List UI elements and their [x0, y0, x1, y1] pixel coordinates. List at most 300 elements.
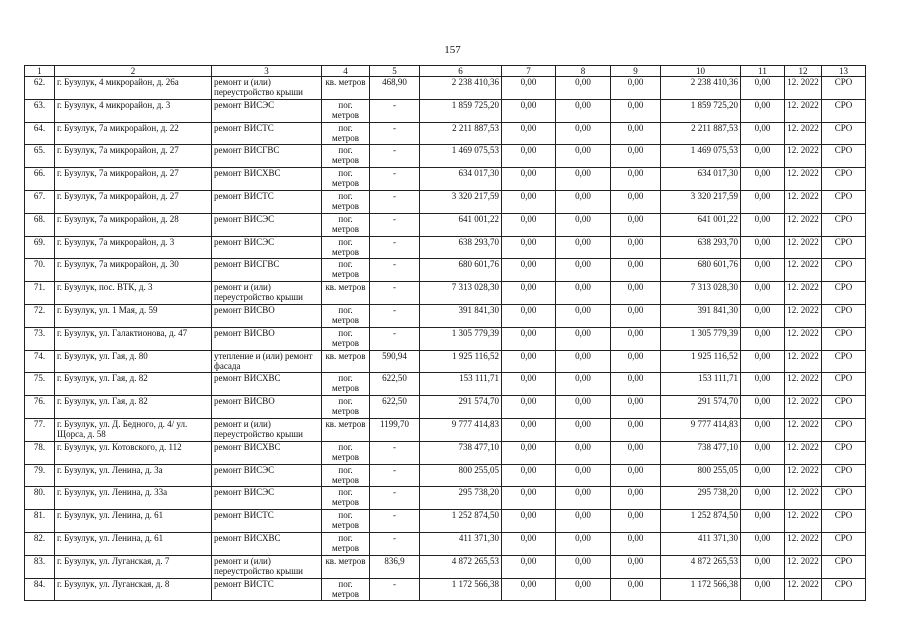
work-type-cell: ремонт и (или) переустройство крыши — [212, 282, 322, 305]
unit-cell: пог. метров — [322, 487, 370, 510]
cost-cell-10: 1 925 116,52 — [661, 350, 741, 373]
unit-cell: пог. метров — [322, 373, 370, 396]
cost-cell-8: 0,00 — [556, 555, 611, 578]
method-cell: СРО — [822, 327, 866, 350]
cost-cell-8: 0,00 — [556, 441, 611, 464]
table-row — [25, 77, 866, 100]
cost-cell-9: 0,00 — [611, 487, 661, 510]
table-row — [25, 190, 866, 213]
method-cell: СРО — [822, 373, 866, 396]
column-header: 3 — [212, 66, 322, 77]
cost-cell-11: 0,00 — [741, 510, 785, 533]
total-cost-cell: 1 925 116,52 — [420, 350, 502, 373]
total-cost-cell: 738 477,10 — [420, 441, 502, 464]
table-row — [25, 122, 866, 145]
work-type-cell: ремонт ВИСХВС — [212, 532, 322, 555]
table-row — [25, 145, 866, 168]
cost-cell-11: 0,00 — [741, 578, 785, 601]
cost-cell-8: 0,00 — [556, 190, 611, 213]
row-number: 83. — [25, 555, 55, 578]
address-cell: г. Бузулук, ул. Ленина, д. 3а — [55, 464, 212, 487]
table-row — [25, 487, 866, 510]
deadline-cell: 12. 2022 — [785, 259, 822, 282]
cost-cell-9: 0,00 — [611, 578, 661, 601]
cost-cell-8: 0,00 — [556, 373, 611, 396]
unit-cell: кв. метров — [322, 282, 370, 305]
volume-cell: - — [370, 145, 420, 168]
total-cost-cell: 291 574,70 — [420, 396, 502, 419]
column-header: 6 — [420, 66, 502, 77]
cost-cell-10: 295 738,20 — [661, 487, 741, 510]
address-cell: г. Бузулук, ул. Галактионова, д. 47 — [55, 327, 212, 350]
cost-cell-9: 0,00 — [611, 532, 661, 555]
cost-cell-10: 1 859 725,20 — [661, 99, 741, 122]
method-cell: СРО — [822, 99, 866, 122]
cost-cell-7: 0,00 — [502, 304, 556, 327]
unit-cell: пог. метров — [322, 510, 370, 533]
total-cost-cell: 9 777 414,83 — [420, 418, 502, 441]
address-cell: г. Бузулук, 7а микрорайон, д. 30 — [55, 259, 212, 282]
volume-cell: 836,9 — [370, 555, 420, 578]
cost-cell-10: 1 305 779,39 — [661, 327, 741, 350]
work-type-cell: ремонт ВИСЭС — [212, 236, 322, 259]
cost-cell-9: 0,00 — [611, 304, 661, 327]
work-type-cell: ремонт ВИСЭС — [212, 464, 322, 487]
volume-cell: - — [370, 99, 420, 122]
cost-cell-10: 680 601,76 — [661, 259, 741, 282]
cost-cell-8: 0,00 — [556, 168, 611, 191]
cost-cell-7: 0,00 — [502, 99, 556, 122]
cost-cell-8: 0,00 — [556, 99, 611, 122]
volume-cell: - — [370, 122, 420, 145]
cost-cell-7: 0,00 — [502, 77, 556, 100]
cost-cell-11: 0,00 — [741, 168, 785, 191]
method-cell: СРО — [822, 168, 866, 191]
method-cell: СРО — [822, 213, 866, 236]
work-type-cell: утепление и (или) ремонт фасада — [212, 350, 322, 373]
volume-cell: - — [370, 327, 420, 350]
volume-cell: - — [370, 259, 420, 282]
method-cell: СРО — [822, 77, 866, 100]
volume-cell: 468,90 — [370, 77, 420, 100]
deadline-cell: 12. 2022 — [785, 168, 822, 191]
cost-cell-11: 0,00 — [741, 327, 785, 350]
row-number: 84. — [25, 578, 55, 601]
deadline-cell: 12. 2022 — [785, 510, 822, 533]
total-cost-cell: 1 305 779,39 — [420, 327, 502, 350]
unit-cell: пог. метров — [322, 259, 370, 282]
address-cell: г. Бузулук, 4 микрорайон, д. 26а — [55, 77, 212, 100]
row-number: 75. — [25, 373, 55, 396]
row-number: 71. — [25, 282, 55, 305]
cost-cell-11: 0,00 — [741, 532, 785, 555]
unit-cell: кв. метров — [322, 418, 370, 441]
total-cost-cell: 2 238 410,36 — [420, 77, 502, 100]
row-number: 79. — [25, 464, 55, 487]
deadline-cell: 12. 2022 — [785, 99, 822, 122]
method-cell: СРО — [822, 464, 866, 487]
cost-cell-10: 738 477,10 — [661, 441, 741, 464]
table-row — [25, 282, 866, 305]
work-type-cell: ремонт ВИСГВС — [212, 259, 322, 282]
row-number: 66. — [25, 168, 55, 191]
cost-cell-11: 0,00 — [741, 213, 785, 236]
work-type-cell: ремонт и (или) переустройство крыши — [212, 555, 322, 578]
cost-cell-7: 0,00 — [502, 441, 556, 464]
table-row — [25, 510, 866, 533]
cost-cell-10: 153 111,71 — [661, 373, 741, 396]
volume-cell: - — [370, 464, 420, 487]
table-row — [25, 578, 866, 601]
deadline-cell: 12. 2022 — [785, 555, 822, 578]
volume-cell: - — [370, 168, 420, 191]
row-number: 63. — [25, 99, 55, 122]
deadline-cell: 12. 2022 — [785, 578, 822, 601]
address-cell: г. Бузулук, ул. Гая, д. 82 — [55, 396, 212, 419]
deadline-cell: 12. 2022 — [785, 464, 822, 487]
address-cell: г. Бузулук, ул. Д. Бедного, д. 4/ ул. Щорса, д. 58 — [55, 418, 212, 441]
cost-cell-10: 1 172 566,38 — [661, 578, 741, 601]
total-cost-cell: 295 738,20 — [420, 487, 502, 510]
row-number: 74. — [25, 350, 55, 373]
table-row — [25, 464, 866, 487]
deadline-cell: 12. 2022 — [785, 327, 822, 350]
cost-cell-10: 2 238 410,36 — [661, 77, 741, 100]
deadline-cell: 12. 2022 — [785, 145, 822, 168]
unit-cell: пог. метров — [322, 99, 370, 122]
volume-cell: - — [370, 487, 420, 510]
column-header: 2 — [55, 66, 212, 77]
cost-cell-10: 3 320 217,59 — [661, 190, 741, 213]
total-cost-cell: 1 859 725,20 — [420, 99, 502, 122]
row-number: 62. — [25, 77, 55, 100]
total-cost-cell: 4 872 265,53 — [420, 555, 502, 578]
unit-cell: пог. метров — [322, 578, 370, 601]
cost-cell-11: 0,00 — [741, 350, 785, 373]
volume-cell: - — [370, 213, 420, 236]
cost-cell-7: 0,00 — [502, 259, 556, 282]
cost-cell-11: 0,00 — [741, 99, 785, 122]
total-cost-cell: 638 293,70 — [420, 236, 502, 259]
row-number: 70. — [25, 259, 55, 282]
work-type-cell: ремонт ВИСТС — [212, 510, 322, 533]
method-cell: СРО — [822, 145, 866, 168]
cost-cell-7: 0,00 — [502, 213, 556, 236]
work-type-cell: ремонт ВИСТС — [212, 190, 322, 213]
work-type-cell: ремонт ВИСЭС — [212, 213, 322, 236]
page-number: 157 — [444, 44, 461, 56]
row-number: 72. — [25, 304, 55, 327]
cost-cell-7: 0,00 — [502, 532, 556, 555]
deadline-cell: 12. 2022 — [785, 396, 822, 419]
row-number: 68. — [25, 213, 55, 236]
table-row — [25, 555, 866, 578]
cost-cell-10: 641 001,22 — [661, 213, 741, 236]
deadline-cell: 12. 2022 — [785, 236, 822, 259]
cost-cell-11: 0,00 — [741, 190, 785, 213]
address-cell: г. Бузулук, ул. Ленина, д. 61 — [55, 532, 212, 555]
address-cell: г. Бузулук, 7а микрорайон, д. 27 — [55, 145, 212, 168]
table-row — [25, 259, 866, 282]
address-cell: г. Бузулук, 7а микрорайон, д. 27 — [55, 190, 212, 213]
cost-cell-11: 0,00 — [741, 304, 785, 327]
total-cost-cell: 641 001,22 — [420, 213, 502, 236]
total-cost-cell: 1 252 874,50 — [420, 510, 502, 533]
work-type-cell: ремонт и (или) переустройство крыши — [212, 77, 322, 100]
cost-cell-10: 9 777 414,83 — [661, 418, 741, 441]
cost-cell-8: 0,00 — [556, 510, 611, 533]
column-header: 12 — [785, 66, 822, 77]
work-type-cell: ремонт ВИСТС — [212, 122, 322, 145]
cost-cell-9: 0,00 — [611, 122, 661, 145]
cost-cell-8: 0,00 — [556, 578, 611, 601]
work-type-cell: ремонт ВИСХВС — [212, 441, 322, 464]
cost-cell-7: 0,00 — [502, 122, 556, 145]
cost-cell-11: 0,00 — [741, 396, 785, 419]
cost-cell-8: 0,00 — [556, 77, 611, 100]
cost-cell-11: 0,00 — [741, 122, 785, 145]
volume-cell: 622,50 — [370, 396, 420, 419]
deadline-cell: 12. 2022 — [785, 304, 822, 327]
address-cell: г. Бузулук, пос. ВТК, д. 3 — [55, 282, 212, 305]
table-row — [25, 213, 866, 236]
cost-cell-9: 0,00 — [611, 373, 661, 396]
cost-cell-8: 0,00 — [556, 464, 611, 487]
cost-cell-9: 0,00 — [611, 99, 661, 122]
address-cell: г. Бузулук, 7а микрорайон, д. 3 — [55, 236, 212, 259]
table-row — [25, 373, 866, 396]
cost-cell-7: 0,00 — [502, 190, 556, 213]
table-row — [25, 168, 866, 191]
method-cell: СРО — [822, 578, 866, 601]
method-cell: СРО — [822, 282, 866, 305]
cost-cell-9: 0,00 — [611, 236, 661, 259]
work-type-cell: ремонт ВИСХВС — [212, 168, 322, 191]
cost-cell-7: 0,00 — [502, 282, 556, 305]
cost-cell-9: 0,00 — [611, 327, 661, 350]
table-body — [25, 77, 866, 601]
cost-cell-11: 0,00 — [741, 464, 785, 487]
unit-cell: кв. метров — [322, 555, 370, 578]
cost-cell-10: 291 574,70 — [661, 396, 741, 419]
volume-cell: - — [370, 532, 420, 555]
cost-cell-8: 0,00 — [556, 532, 611, 555]
cost-cell-7: 0,00 — [502, 510, 556, 533]
method-cell: СРО — [822, 304, 866, 327]
row-number: 77. — [25, 418, 55, 441]
cost-cell-9: 0,00 — [611, 350, 661, 373]
cost-cell-9: 0,00 — [611, 168, 661, 191]
row-number: 64. — [25, 122, 55, 145]
volume-cell: 622,50 — [370, 373, 420, 396]
work-type-cell: ремонт ВИСХВС — [212, 373, 322, 396]
cost-cell-11: 0,00 — [741, 555, 785, 578]
row-number: 82. — [25, 532, 55, 555]
cost-cell-11: 0,00 — [741, 145, 785, 168]
cost-cell-10: 391 841,30 — [661, 304, 741, 327]
cost-cell-10: 4 872 265,53 — [661, 555, 741, 578]
total-cost-cell: 634 017,30 — [420, 168, 502, 191]
method-cell: СРО — [822, 510, 866, 533]
total-cost-cell: 3 320 217,59 — [420, 190, 502, 213]
cost-cell-10: 634 017,30 — [661, 168, 741, 191]
cost-cell-7: 0,00 — [502, 555, 556, 578]
row-number: 78. — [25, 441, 55, 464]
total-cost-cell: 1 469 075,53 — [420, 145, 502, 168]
cost-cell-11: 0,00 — [741, 236, 785, 259]
cost-cell-8: 0,00 — [556, 487, 611, 510]
repair-plan-table — [24, 65, 866, 601]
cost-cell-10: 800 255,05 — [661, 464, 741, 487]
method-cell: СРО — [822, 236, 866, 259]
column-header: 11 — [741, 66, 785, 77]
volume-cell: - — [370, 282, 420, 305]
row-number: 76. — [25, 396, 55, 419]
column-header: 8 — [556, 66, 611, 77]
method-cell: СРО — [822, 487, 866, 510]
cost-cell-10: 638 293,70 — [661, 236, 741, 259]
table-row — [25, 396, 866, 419]
cost-cell-8: 0,00 — [556, 259, 611, 282]
deadline-cell: 12. 2022 — [785, 190, 822, 213]
table-row — [25, 99, 866, 122]
method-cell: СРО — [822, 122, 866, 145]
cost-cell-8: 0,00 — [556, 304, 611, 327]
unit-cell: пог. метров — [322, 213, 370, 236]
deadline-cell: 12. 2022 — [785, 350, 822, 373]
address-cell: г. Бузулук, ул. Котовского, д. 112 — [55, 441, 212, 464]
column-header: 7 — [502, 66, 556, 77]
work-type-cell: ремонт ВИСВО — [212, 327, 322, 350]
cost-cell-11: 0,00 — [741, 373, 785, 396]
deadline-cell: 12. 2022 — [785, 532, 822, 555]
cost-cell-7: 0,00 — [502, 373, 556, 396]
method-cell: СРО — [822, 259, 866, 282]
unit-cell: пог. метров — [322, 327, 370, 350]
deadline-cell: 12. 2022 — [785, 373, 822, 396]
row-number: 81. — [25, 510, 55, 533]
cost-cell-11: 0,00 — [741, 77, 785, 100]
unit-cell: кв. метров — [322, 350, 370, 373]
cost-cell-10: 1 252 874,50 — [661, 510, 741, 533]
table-row — [25, 532, 866, 555]
cost-cell-7: 0,00 — [502, 418, 556, 441]
cost-cell-9: 0,00 — [611, 77, 661, 100]
column-header: 1 — [25, 66, 55, 77]
method-cell: СРО — [822, 418, 866, 441]
method-cell: СРО — [822, 190, 866, 213]
unit-cell: пог. метров — [322, 145, 370, 168]
column-header: 10 — [661, 66, 741, 77]
column-header: 5 — [370, 66, 420, 77]
unit-cell: пог. метров — [322, 304, 370, 327]
total-cost-cell: 2 211 887,53 — [420, 122, 502, 145]
cost-cell-11: 0,00 — [741, 487, 785, 510]
cost-cell-8: 0,00 — [556, 122, 611, 145]
address-cell: г. Бузулук, ул. Гая, д. 82 — [55, 373, 212, 396]
cost-cell-7: 0,00 — [502, 464, 556, 487]
work-type-cell: ремонт и (или) переустройство крыши — [212, 418, 322, 441]
volume-cell: - — [370, 578, 420, 601]
table-row — [25, 441, 866, 464]
method-cell: СРО — [822, 441, 866, 464]
cost-cell-8: 0,00 — [556, 327, 611, 350]
cost-cell-9: 0,00 — [611, 441, 661, 464]
deadline-cell: 12. 2022 — [785, 282, 822, 305]
table-row — [25, 350, 866, 373]
cost-cell-10: 1 469 075,53 — [661, 145, 741, 168]
cost-cell-7: 0,00 — [502, 578, 556, 601]
work-type-cell: ремонт ВИСГВС — [212, 145, 322, 168]
cost-cell-10: 7 313 028,30 — [661, 282, 741, 305]
cost-cell-10: 2 211 887,53 — [661, 122, 741, 145]
volume-cell: - — [370, 236, 420, 259]
method-cell: СРО — [822, 555, 866, 578]
unit-cell: пог. метров — [322, 464, 370, 487]
unit-cell: пог. метров — [322, 190, 370, 213]
total-cost-cell: 411 371,30 — [420, 532, 502, 555]
volume-cell: 590,94 — [370, 350, 420, 373]
total-cost-cell: 7 313 028,30 — [420, 282, 502, 305]
cost-cell-11: 0,00 — [741, 441, 785, 464]
column-header: 13 — [822, 66, 866, 77]
cost-cell-8: 0,00 — [556, 350, 611, 373]
row-number: 80. — [25, 487, 55, 510]
row-number: 67. — [25, 190, 55, 213]
cost-cell-7: 0,00 — [502, 168, 556, 191]
cost-cell-8: 0,00 — [556, 145, 611, 168]
work-type-cell: ремонт ВИСТС — [212, 578, 322, 601]
column-number-row — [25, 66, 866, 77]
cost-cell-7: 0,00 — [502, 145, 556, 168]
volume-cell: - — [370, 441, 420, 464]
cost-cell-9: 0,00 — [611, 213, 661, 236]
address-cell: г. Бузулук, ул. 1 Мая, д. 59 — [55, 304, 212, 327]
volume-cell: 1199,70 — [370, 418, 420, 441]
work-type-cell: ремонт ВИСЭС — [212, 487, 322, 510]
work-type-cell: ремонт ВИСВО — [212, 396, 322, 419]
cost-cell-8: 0,00 — [556, 396, 611, 419]
work-type-cell: ремонт ВИСЭС — [212, 99, 322, 122]
cost-cell-7: 0,00 — [502, 487, 556, 510]
total-cost-cell: 680 601,76 — [420, 259, 502, 282]
deadline-cell: 12. 2022 — [785, 77, 822, 100]
column-header: 9 — [611, 66, 661, 77]
unit-cell: пог. метров — [322, 396, 370, 419]
row-number: 65. — [25, 145, 55, 168]
total-cost-cell: 391 841,30 — [420, 304, 502, 327]
cost-cell-10: 411 371,30 — [661, 532, 741, 555]
total-cost-cell: 800 255,05 — [420, 464, 502, 487]
deadline-cell: 12. 2022 — [785, 441, 822, 464]
table-row — [25, 327, 866, 350]
address-cell: г. Бузулук, 7а микрорайон, д. 27 — [55, 168, 212, 191]
cost-cell-9: 0,00 — [611, 510, 661, 533]
row-number: 69. — [25, 236, 55, 259]
address-cell: г. Бузулук, ул. Ленина, д. 33а — [55, 487, 212, 510]
deadline-cell: 12. 2022 — [785, 418, 822, 441]
cost-cell-9: 0,00 — [611, 282, 661, 305]
unit-cell: пог. метров — [322, 441, 370, 464]
cost-cell-9: 0,00 — [611, 555, 661, 578]
cost-cell-9: 0,00 — [611, 190, 661, 213]
work-type-cell: ремонт ВИСВО — [212, 304, 322, 327]
method-cell: СРО — [822, 532, 866, 555]
deadline-cell: 12. 2022 — [785, 213, 822, 236]
unit-cell: пог. метров — [322, 532, 370, 555]
cost-cell-7: 0,00 — [502, 396, 556, 419]
cost-cell-8: 0,00 — [556, 236, 611, 259]
